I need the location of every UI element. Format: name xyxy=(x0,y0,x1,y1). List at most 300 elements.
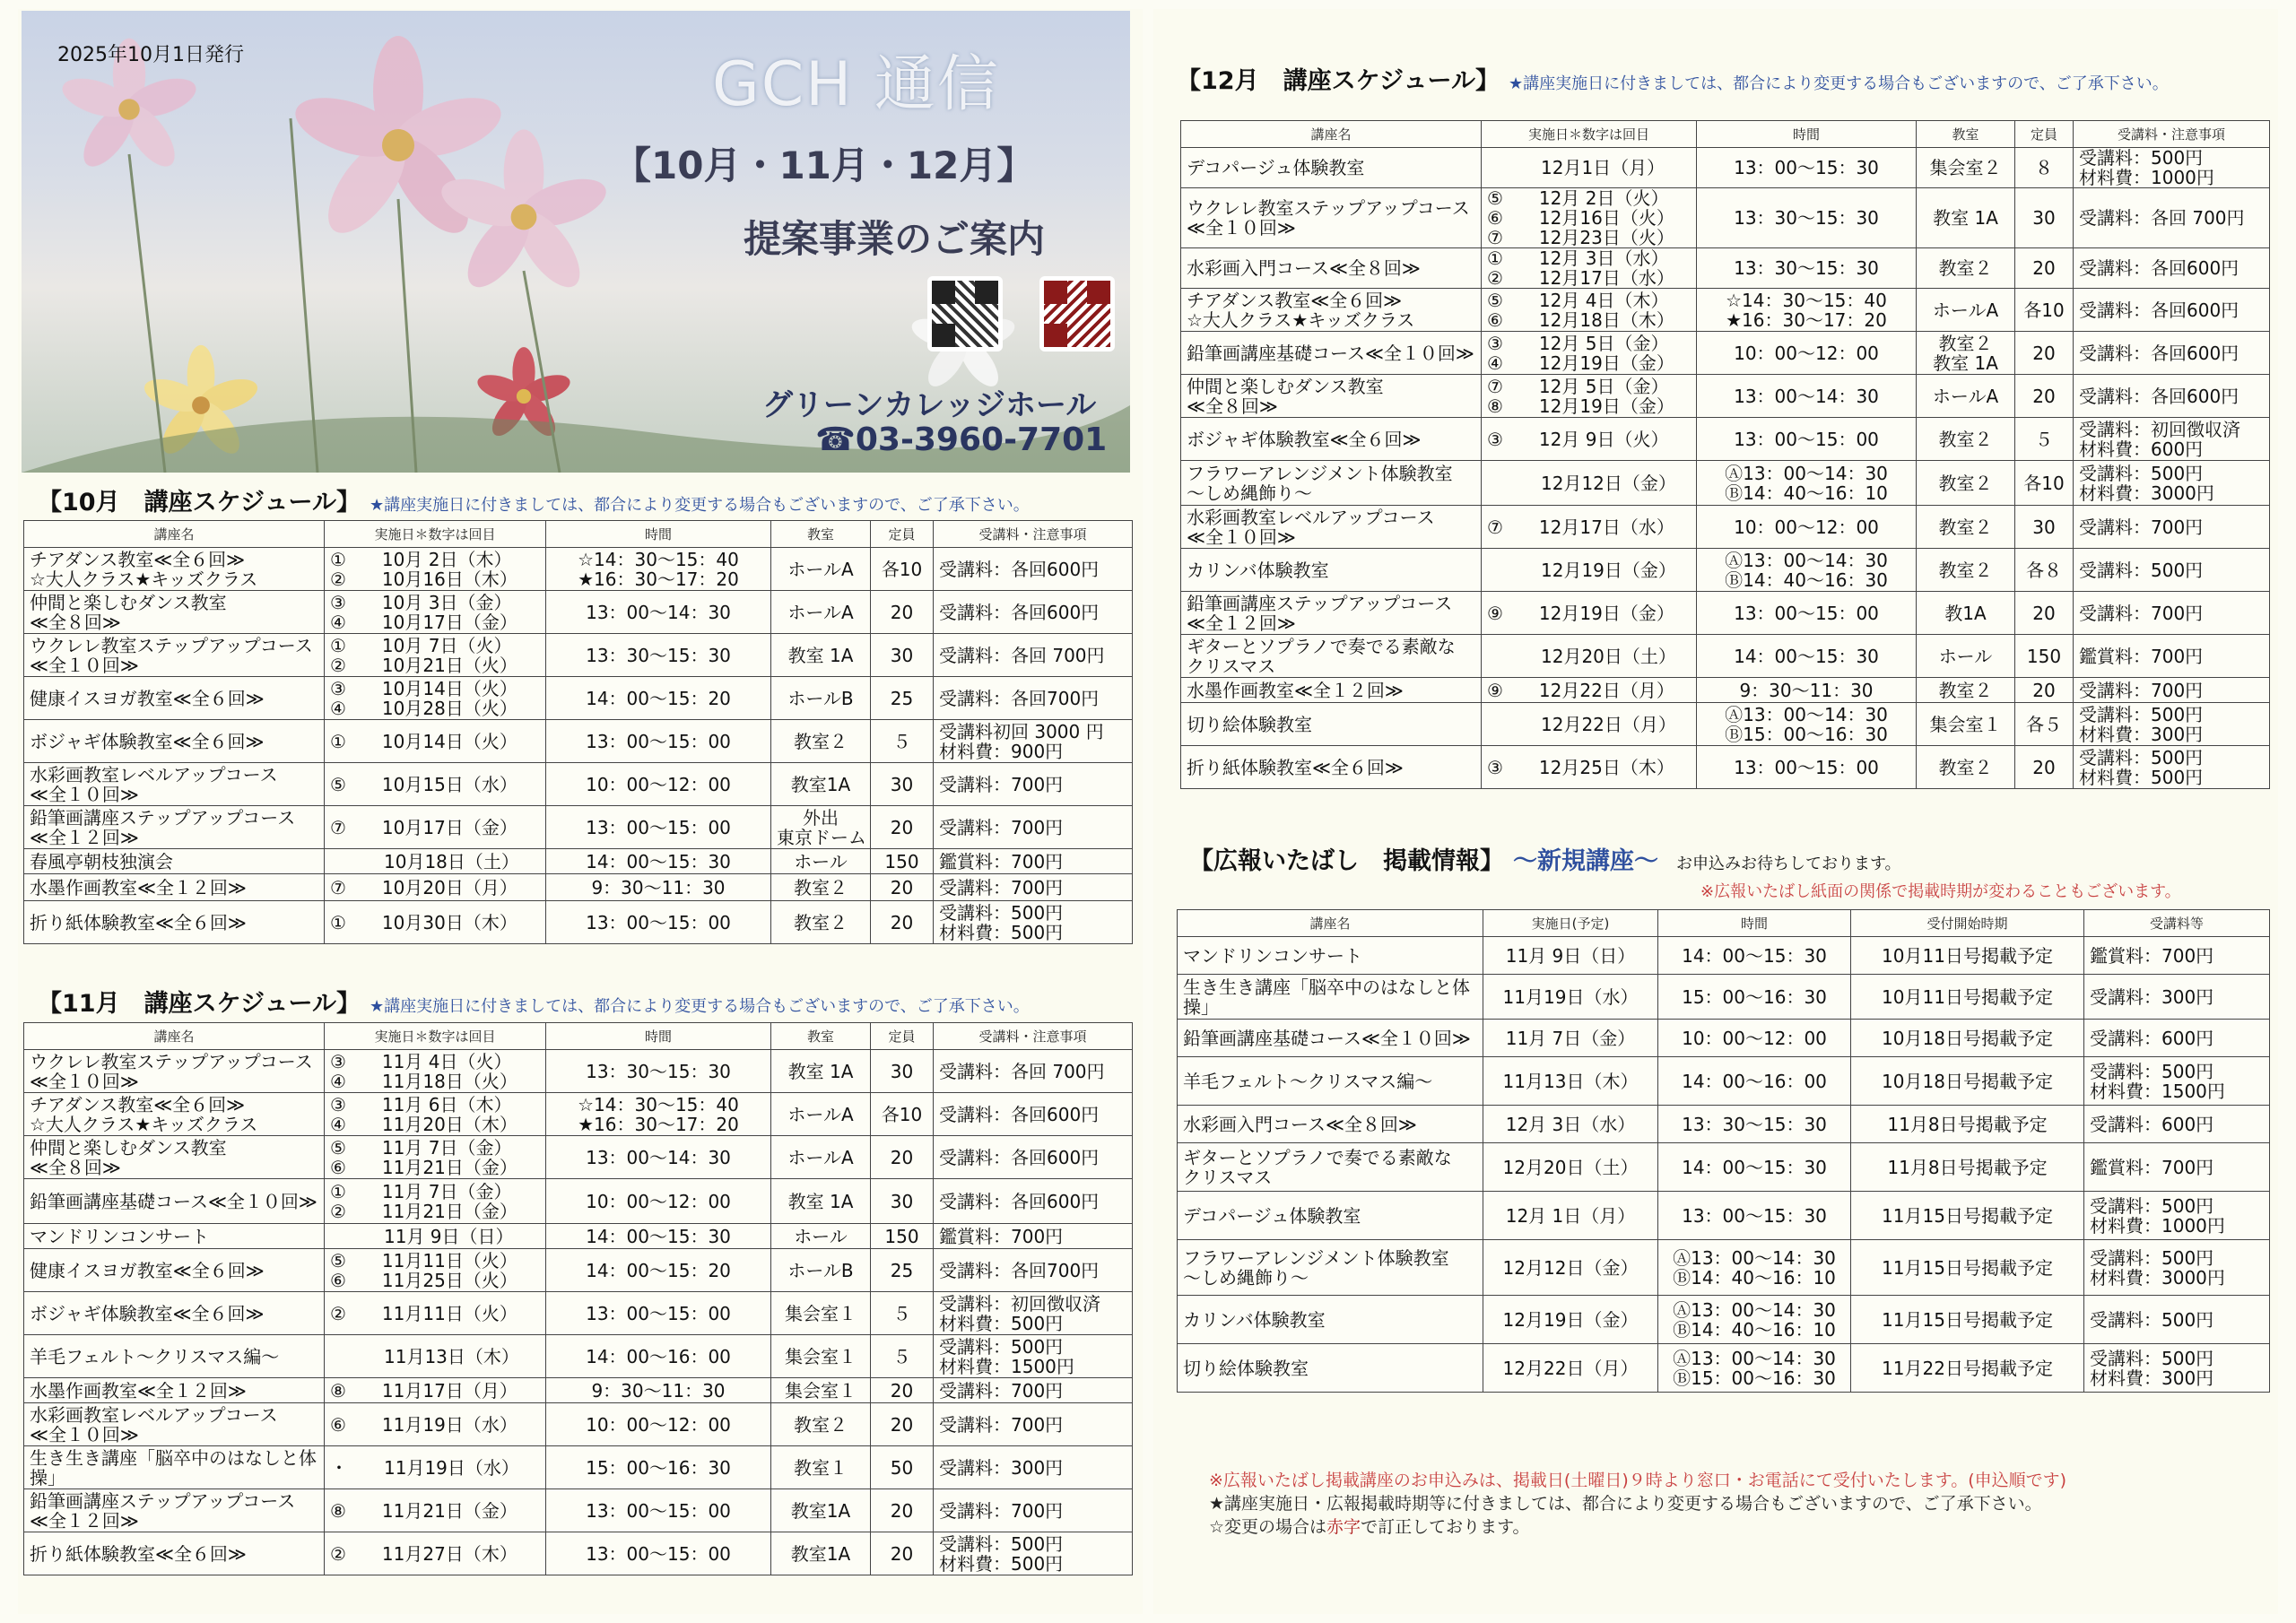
table-row xyxy=(24,1179,1133,1224)
cell-line: 鑑賞料：700円 xyxy=(939,1225,1064,1247)
table-cell xyxy=(546,1489,771,1532)
table-row xyxy=(24,720,1133,763)
table-cell xyxy=(934,548,1133,591)
cell-line: 受講料：700円 xyxy=(939,876,1064,898)
cell-line: ① 10月14日（火） xyxy=(330,730,517,752)
cell-line: ホールA xyxy=(1932,299,1999,321)
cell-line: 受講料：各回 700円 xyxy=(2079,207,2245,229)
cell-line: ① 11月 7日（金） xyxy=(330,1180,512,1202)
nov-section-title xyxy=(38,984,1030,1019)
table-cell xyxy=(2074,635,2270,678)
cell-line: 仲間と楽しむダンス教室 xyxy=(30,591,227,613)
table-cell xyxy=(1482,289,1697,332)
cell-line: 受講料：各回600円 xyxy=(939,1190,1100,1212)
cell-line: 受講料：各回700円 xyxy=(939,687,1100,709)
table-cell xyxy=(546,1335,771,1378)
table-cell xyxy=(771,1335,871,1378)
cell-line: ホールA xyxy=(1932,385,1999,407)
cell-line: 集会室１ xyxy=(785,1345,857,1367)
table-cell xyxy=(546,1292,771,1335)
table-cell xyxy=(1917,703,2015,746)
cell-line: 材料費：300円 xyxy=(2090,1367,2214,1389)
cell-line: 教室２ xyxy=(1938,756,1993,778)
cell-line: 折り紙体験教室≪全６回≫ xyxy=(30,1542,247,1565)
table-row xyxy=(1178,1143,2270,1192)
table-row xyxy=(1181,746,2270,789)
table-cell xyxy=(1697,635,1917,678)
cell-line: 教室 1A xyxy=(787,644,854,666)
table-cell xyxy=(1917,248,2015,289)
phone-number[interactable]: ☎03-3960-7701 xyxy=(815,421,1108,458)
cell-line: 12月12日（金） xyxy=(1502,1256,1639,1279)
cell-line: 教室1A xyxy=(790,1499,851,1522)
footer-line-3 xyxy=(1209,1515,2066,1539)
cell-line: 教室1A xyxy=(790,773,851,795)
cell-line: 材料費：900円 xyxy=(939,740,1064,762)
table-cell xyxy=(24,901,325,944)
cell-line: 受講料：700円 xyxy=(2079,516,2204,538)
table-cell xyxy=(546,677,771,720)
table-cell xyxy=(934,1378,1133,1403)
table-row xyxy=(24,1050,1133,1093)
table-cell xyxy=(871,591,934,634)
table-cell xyxy=(1917,418,2015,461)
cell-line: ② 10月21日（火） xyxy=(330,654,517,676)
cell-line: ≪全１０回≫ xyxy=(30,783,139,805)
cell-line: ① 10月30日（木） xyxy=(330,911,517,933)
table-cell xyxy=(1658,1020,1851,1057)
cell-line: ③ 10月 3日（金） xyxy=(330,591,512,613)
table-cell xyxy=(771,849,871,874)
cell-line: 30 xyxy=(890,1190,914,1212)
oct-note: ★講座実施日に付きましては、都合により変更する場合もございますので、ご了承下さい。 xyxy=(369,496,1030,515)
table-cell xyxy=(325,1403,546,1446)
table-cell xyxy=(1851,937,2084,975)
table-cell xyxy=(325,1179,546,1224)
table-cell xyxy=(934,1403,1133,1446)
cell-line: 切り絵体験教室 xyxy=(1187,713,1312,735)
table-cell xyxy=(871,874,934,901)
cell-line: 受講料：600円 xyxy=(2090,1113,2214,1135)
cell-line: 20 xyxy=(2032,342,2056,364)
cell-line: 13：00～14：30 xyxy=(586,601,731,623)
table-cell xyxy=(1181,746,1482,789)
cell-line: 12月22日（月） xyxy=(1502,1357,1639,1379)
cell-line: ⑧ 12月19日（金） xyxy=(1487,395,1674,417)
table-cell xyxy=(24,1093,325,1136)
table-cell xyxy=(325,806,546,849)
cell-line: ⑧ 11月17日（月） xyxy=(330,1379,517,1402)
table-cell xyxy=(546,1446,771,1489)
cell-line: ギターとソプラノで奏でる素敵な xyxy=(1187,635,1456,657)
table-cell xyxy=(1917,678,2015,703)
cell-line: 受講料：各回600円 xyxy=(2079,299,2239,321)
table-cell xyxy=(2084,1240,2270,1296)
koho-title-blue: ～新規講座～ xyxy=(1513,847,1658,875)
table-cell xyxy=(1181,289,1482,332)
cell-line: 20 xyxy=(2032,756,2056,778)
cell-line: ☆大人クラス★キッズクラス xyxy=(1187,308,1415,331)
table-cell xyxy=(871,849,934,874)
table-cell xyxy=(934,1093,1133,1136)
cell-line: 13：30～15：30 xyxy=(1734,207,1879,229)
column-header: 受講料等 xyxy=(2084,910,2270,937)
table-cell xyxy=(1697,418,1917,461)
cell-line: ８ xyxy=(2035,157,2053,178)
table-cell xyxy=(546,591,771,634)
cell-line: 11月19日（水） xyxy=(1502,985,1639,1008)
column-header: 受講料・注意事項 xyxy=(934,521,1133,548)
cell-line: 150 xyxy=(884,850,919,872)
table-cell xyxy=(771,1292,871,1335)
cell-line: ★16：30～17：20 xyxy=(1726,308,1887,331)
cell-line: 水彩画入門コース≪全８回≫ xyxy=(1187,257,1421,279)
cell-line: ≪全１０回≫ xyxy=(1187,525,1296,548)
cell-line: クリスマス xyxy=(1183,1166,1273,1188)
cell-line: Ⓐ13：00～14：30 xyxy=(1673,1246,1836,1269)
cell-line: カリンバ体験教室 xyxy=(1187,559,1329,581)
table-cell xyxy=(325,1093,546,1136)
cell-line: 13：30～15：30 xyxy=(1734,257,1879,279)
period-heading: 【10月・11月・12月】 xyxy=(613,143,1035,187)
table-cell xyxy=(871,1292,934,1335)
table-cell xyxy=(2084,975,2270,1020)
table-row xyxy=(1181,248,2270,289)
table-cell xyxy=(2074,592,2270,635)
cell-line: 11月8日号掲載予定 xyxy=(1887,1156,2048,1178)
table-cell xyxy=(2084,1344,2270,1393)
cell-line: ウクレレ教室ステップアップコース xyxy=(30,1050,313,1072)
table-cell xyxy=(871,1093,934,1136)
table-cell xyxy=(24,1050,325,1093)
cell-line: ☆大人クラス★キッズクラス xyxy=(30,568,258,590)
table-cell xyxy=(934,849,1133,874)
table-cell xyxy=(1482,635,1697,678)
table-cell xyxy=(1917,375,2015,418)
cell-line: 材料費：1000円 xyxy=(2079,167,2214,188)
cell-line: 材料費：300円 xyxy=(2079,723,2204,745)
table-cell xyxy=(1658,1057,1851,1106)
cell-line: 健康イスヨガ教室≪全６回≫ xyxy=(30,687,265,709)
table-cell xyxy=(2084,1020,2270,1057)
column-header: 教室 xyxy=(771,521,871,548)
cell-line: 操」 xyxy=(30,1466,65,1488)
table-cell xyxy=(1181,332,1482,375)
cell-line: 13：00～15：30 xyxy=(1682,1204,1827,1227)
cell-line: 受講料：500円 xyxy=(2090,1060,2214,1082)
table-cell xyxy=(2015,635,2074,678)
cell-line: Ⓐ13：00～14：30 xyxy=(1725,462,1888,484)
table-cell xyxy=(24,806,325,849)
table-cell xyxy=(1483,1192,1658,1240)
table-cell xyxy=(1181,549,1482,592)
cell-line: ③ 12月 9日（火） xyxy=(1487,428,1669,450)
cell-line: 受講料：500円 xyxy=(2079,462,2204,484)
cell-line: 13：00～15：00 xyxy=(586,1302,731,1324)
table-cell xyxy=(1697,678,1917,703)
table-cell xyxy=(1917,188,2015,248)
table-cell xyxy=(1178,1143,1483,1192)
cell-line: クリスマス xyxy=(1187,655,1276,677)
table-cell xyxy=(1181,148,1482,188)
table-cell xyxy=(325,1489,546,1532)
cell-line: 鑑賞料：700円 xyxy=(2090,1156,2214,1178)
cell-line: 14：00～15：30 xyxy=(1682,1156,1827,1178)
cell-line: 12月 3日（水） xyxy=(1505,1113,1636,1135)
cell-line: ⑥ 11月19日（水） xyxy=(330,1413,517,1436)
cell-line: 東京ドーム xyxy=(777,826,866,848)
table-cell xyxy=(24,1136,325,1179)
table-cell xyxy=(1482,549,1697,592)
table-cell xyxy=(1483,1240,1658,1296)
cell-line: カリンバ体験教室 xyxy=(1183,1308,1326,1331)
cell-line: ≪全１２回≫ xyxy=(30,1509,139,1532)
table-cell xyxy=(1482,332,1697,375)
cell-line: 仲間と楽しむダンス教室 xyxy=(1187,375,1384,397)
table-cell xyxy=(24,1292,325,1335)
cell-line: 13：00～15：00 xyxy=(586,1542,731,1565)
table-cell xyxy=(1917,592,2015,635)
cell-line: 羊毛フェルト～クリスマス編～ xyxy=(1183,1070,1433,1092)
cell-line: 受講料：500円 xyxy=(939,1335,1064,1358)
table-cell xyxy=(934,720,1133,763)
table-cell xyxy=(771,1489,871,1532)
cell-line: 材料費：3000円 xyxy=(2079,482,2214,504)
cell-line: 11月13日（木） xyxy=(1502,1070,1639,1092)
cell-line: 受講料：500円 xyxy=(2090,1347,2214,1369)
oct-title: 【10月 講座スケジュール】 xyxy=(38,489,361,516)
table-cell xyxy=(1917,635,2015,678)
cell-line: ⑦ 12月 5日（金） xyxy=(1487,375,1669,397)
table-cell xyxy=(1851,1344,2084,1393)
cell-line: 150 xyxy=(2026,645,2062,667)
cell-line: 9：30～11：30 xyxy=(591,1379,726,1402)
table-cell xyxy=(546,1093,771,1136)
table-cell xyxy=(325,1050,546,1093)
cell-line: ② 12月17日（水） xyxy=(1487,267,1674,289)
cell-line: ① 10月 7日（火） xyxy=(330,634,512,656)
table-header-row xyxy=(1178,910,2270,937)
cell-line: ⑤ 12月 2日（火） xyxy=(1487,187,1669,209)
guide-heading: 提案事業のご案内 xyxy=(744,217,1046,261)
table-row xyxy=(24,634,1133,677)
cell-line: 12月19日（金） xyxy=(1502,1308,1639,1331)
table-row xyxy=(24,1532,1133,1575)
cell-line: 13：30～15：30 xyxy=(586,644,731,666)
cell-line: 材料費：1000円 xyxy=(2090,1214,2225,1237)
table-cell xyxy=(2074,375,2270,418)
cell-line: 11月8日号掲載予定 xyxy=(1887,1113,2048,1135)
column-header: 実施日(予定) xyxy=(1483,910,1658,937)
cell-line: Ⓐ13：00～14：30 xyxy=(1673,1298,1836,1321)
cell-line: 集会室２ xyxy=(1929,157,2002,178)
cell-line: 20 xyxy=(2032,385,2056,407)
table-cell xyxy=(24,1249,325,1292)
cell-line: ☆14：30～15：40 xyxy=(1726,289,1887,311)
cell-line: 各10 xyxy=(2023,299,2065,321)
table-cell xyxy=(1658,1106,1851,1143)
dec-note: ★講座実施日に付きましては、都合により変更する場合もございますので、ご了承下さい。 xyxy=(1508,74,2169,93)
cell-line: Ⓐ13：00～14：30 xyxy=(1725,703,1888,725)
table-cell xyxy=(24,677,325,720)
table-cell xyxy=(2015,506,2074,549)
table-cell xyxy=(771,1532,871,1575)
koho-title: 【広報いたばし 掲載情報】 xyxy=(1189,847,1504,875)
cell-line: 受講料：各回600円 xyxy=(2079,257,2239,279)
column-header: 定員 xyxy=(871,1023,934,1050)
cell-line: 受講料：500円 xyxy=(2090,1194,2214,1217)
table-cell xyxy=(2015,289,2074,332)
table-cell xyxy=(871,1249,934,1292)
cell-line: 10月18日（土） xyxy=(330,850,519,872)
cell-line: チアダンス教室≪全６回≫ xyxy=(1187,289,1403,311)
cell-line: 教室 1A xyxy=(787,1190,854,1212)
table-cell xyxy=(325,849,546,874)
cell-line: 教室２ xyxy=(1938,516,1993,538)
table-cell xyxy=(771,1378,871,1403)
cell-line: ホールB xyxy=(787,1259,854,1281)
table-cell xyxy=(546,849,771,874)
cell-line: ☆14：30～15：40 xyxy=(578,548,739,570)
table-cell xyxy=(325,1136,546,1179)
table-cell xyxy=(325,548,546,591)
table-cell xyxy=(2074,289,2270,332)
table-row xyxy=(1181,148,2270,188)
table-row xyxy=(1181,418,2270,461)
koho-invite: お申込みお待ちしております。 xyxy=(1676,855,1901,873)
column-header: 講座名 xyxy=(24,521,325,548)
cell-line: 鑑賞料：700円 xyxy=(2079,645,2204,667)
cell-line: 水彩画教室レベルアップコース xyxy=(30,763,278,785)
cell-line: 13：00～15：00 xyxy=(586,1499,731,1522)
table-cell xyxy=(934,1179,1133,1224)
table-cell xyxy=(871,1403,934,1446)
cell-line: デコパージュ体験教室 xyxy=(1183,1204,1361,1227)
footer-line-3c: で訂正しております。 xyxy=(1361,1517,1530,1537)
table-cell xyxy=(871,720,934,763)
table-row xyxy=(24,1093,1133,1136)
table-cell xyxy=(24,634,325,677)
footer-line-2: ★講座実施日・広報掲載時期等に付きましては、都合により変更する場合もございますので、ご了承下さい。 xyxy=(1209,1494,2042,1514)
cell-line: 25 xyxy=(890,687,914,709)
cell-line: 受講料：各回600円 xyxy=(2079,385,2239,407)
table-cell xyxy=(24,849,325,874)
table-cell xyxy=(934,1532,1133,1575)
table-cell xyxy=(546,901,771,944)
cell-line: 14：00～15：30 xyxy=(586,1225,731,1247)
table-row xyxy=(1178,1192,2270,1240)
cell-line: 教室２ xyxy=(1938,679,1993,701)
table-cell xyxy=(871,1378,934,1403)
table-cell xyxy=(934,1489,1133,1532)
table-cell xyxy=(1658,1296,1851,1344)
table-cell xyxy=(1483,937,1658,975)
qr-code-icon[interactable] xyxy=(927,276,1003,352)
table-cell xyxy=(1658,1143,1851,1192)
table-cell xyxy=(1181,188,1482,248)
cell-line: 受講料：700円 xyxy=(2079,602,2204,624)
table-cell xyxy=(771,720,871,763)
table-cell xyxy=(24,1489,325,1532)
cell-line: 12月 1日（月） xyxy=(1505,1204,1636,1227)
table-row xyxy=(1178,1106,2270,1143)
table-cell xyxy=(1697,592,1917,635)
table-cell xyxy=(1917,461,2015,506)
table-cell xyxy=(2074,678,2270,703)
table-header-row xyxy=(1181,121,2270,148)
hero-banner xyxy=(22,11,1130,473)
column-header: 教室 xyxy=(1917,121,2015,148)
cell-line: 受講料：初回徴収済 xyxy=(2079,418,2240,440)
table-cell xyxy=(2015,592,2074,635)
table-cell xyxy=(1178,1240,1483,1296)
cell-line: ≪全１０回≫ xyxy=(1187,217,1296,239)
cell-line: 材料費：3000円 xyxy=(2090,1266,2225,1289)
table-cell xyxy=(2015,746,2074,789)
table-cell xyxy=(2015,678,2074,703)
cell-line: フラワーアレンジメント体験教室 xyxy=(1187,462,1453,484)
table-cell xyxy=(2074,418,2270,461)
cell-line: 集会室１ xyxy=(785,1302,857,1324)
table-row xyxy=(1178,1020,2270,1057)
table-cell xyxy=(1482,375,1697,418)
table-cell xyxy=(2015,375,2074,418)
table-cell xyxy=(546,806,771,849)
cell-line: 11月13日（木） xyxy=(330,1345,519,1367)
table-cell xyxy=(771,874,871,901)
cell-line: マンドリンコンサート xyxy=(1183,944,1362,967)
table-row xyxy=(24,901,1133,944)
cell-line: マンドリンコンサート xyxy=(30,1225,209,1247)
cell-line: ボジャギ体験教室≪全６回≫ xyxy=(1187,428,1422,450)
table-row xyxy=(1181,635,2270,678)
table-cell xyxy=(1917,506,2015,549)
cell-line: 各10 xyxy=(881,558,923,580)
table-cell xyxy=(771,1446,871,1489)
cell-line: 15：00～16：30 xyxy=(1682,985,1827,1008)
table-cell xyxy=(1851,1106,2084,1143)
table-cell xyxy=(871,1224,934,1249)
cell-line: 150 xyxy=(884,1225,919,1247)
table-cell xyxy=(771,1403,871,1446)
table-cell xyxy=(934,591,1133,634)
cell-line: 14：00～15：20 xyxy=(586,1259,731,1281)
table-cell xyxy=(1482,678,1697,703)
oct-schedule-table xyxy=(23,520,1133,944)
table-row xyxy=(1181,461,2270,506)
cell-line: 受講料：500円 xyxy=(939,901,1064,924)
table-cell xyxy=(1178,937,1483,975)
cell-line: 集会室１ xyxy=(1929,713,2002,735)
cell-line: ・ 11月19日（水） xyxy=(330,1456,519,1479)
cell-line: 材料費：500円 xyxy=(939,1312,1064,1334)
cell-line: 14：00～15：30 xyxy=(586,850,731,872)
cell-line: ⑤ 11月 7日（金） xyxy=(330,1136,512,1159)
cell-line: 10：00～12：00 xyxy=(1734,342,1879,364)
cell-line: 教室２ xyxy=(794,730,848,752)
qr-code-icon-red[interactable] xyxy=(1039,276,1115,352)
table-cell xyxy=(1181,635,1482,678)
table-cell xyxy=(546,763,771,806)
nov-note: ★講座実施日に付きましては、都合により変更する場合もございますので、ご了承下さい。 xyxy=(369,997,1030,1016)
cell-line: 11月 9日（日） xyxy=(1505,944,1636,967)
table-cell xyxy=(871,763,934,806)
table-cell xyxy=(871,1335,934,1378)
cell-line: 受講料：各回600円 xyxy=(939,601,1100,623)
table-cell xyxy=(771,901,871,944)
table-row xyxy=(1178,975,2270,1020)
cell-line: 10：00～12：00 xyxy=(1734,516,1879,538)
